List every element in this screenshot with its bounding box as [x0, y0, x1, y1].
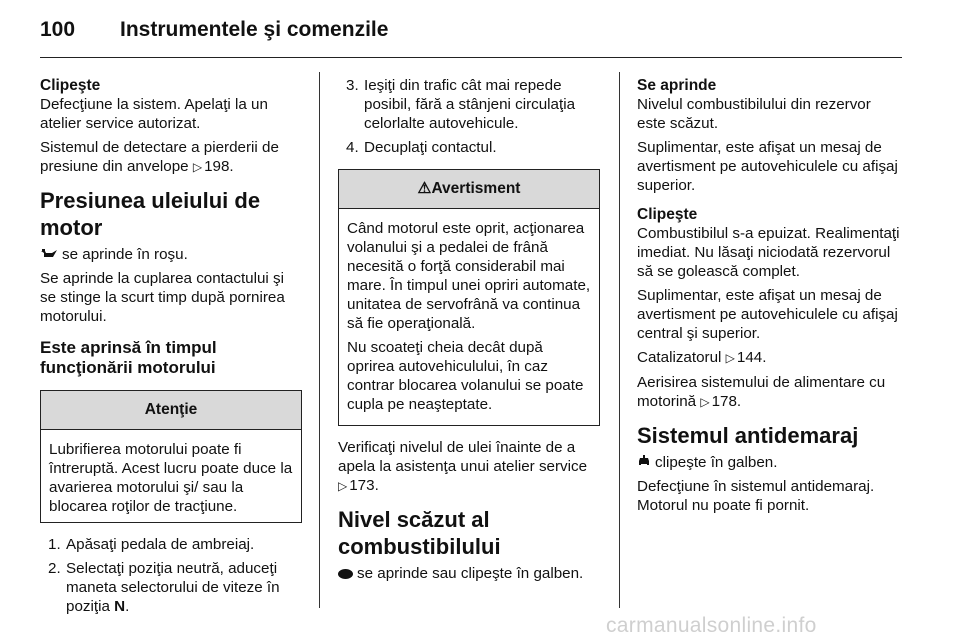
warning-triangle-icon: ⚠	[417, 180, 432, 197]
page-ref-arrow-icon: ▷	[192, 160, 203, 174]
steps-list-2	[338, 76, 600, 157]
fuel-line: se aprinde sau clipeşte în galben.	[338, 564, 600, 583]
column-1	[40, 76, 302, 621]
list-item: 3. Ieşiţi din trafic cât mai repede posibil, fără a stânjeni circulaţia celorlalte autovehicule.	[346, 77, 576, 132]
running-heading: Este aprinsă în timpul funcţionării motorului	[40, 338, 217, 377]
caution-box	[40, 390, 302, 523]
page-ref-arrow-icon: ▷	[725, 351, 735, 365]
warning-paragraph-1: Când motorul este oprit, acţionarea volanului şi a pedalei de frână necesită o forţă considerabil mai mare. În timpul unei opriri automate, unitatea de servofrână va continua să fie operaţională.	[347, 220, 591, 332]
page-ref-arrow-icon: ▷	[700, 395, 710, 409]
blink-paragraph-3: Combustibilul s-a epuizat. Realimentaţi imediat. Nu lăsaţi niciodată rezervorul să se golească complet.	[637, 225, 900, 280]
blink-paragraph-2: Sistemul de detectare a pierderii de presiune din anvelope ▷ 198.	[40, 139, 279, 175]
fuel-bleed-paragraph: Aerisirea sistemului de alimentare cu motorină ▷ 178.	[637, 374, 886, 410]
lit-paragraph-1: Nivelul combustibilului din rezervor este scăzut.	[637, 96, 871, 132]
page-number: 100	[40, 18, 76, 41]
column-2	[338, 76, 600, 588]
oil-paragraph-1: Se aprinde la cuplarea contactului şi se stinge la scurt timp după pornirea motorului.	[40, 270, 285, 325]
blink-heading: Clipeşte	[40, 77, 101, 94]
page-ref-link[interactable]: 173.	[349, 477, 379, 494]
fuel-warning-icon	[338, 569, 353, 579]
caution-title: Atenţie	[41, 391, 301, 430]
page-ref-link[interactable]: 144.	[736, 349, 767, 366]
blink-paragraph-1: Defecţiune la sistem. Apelaţi la un atelier service autorizat.	[40, 96, 268, 132]
page-ref-arrow-icon: ▷	[338, 479, 348, 493]
list-item: 2. Selectaţi poziţia neutră, aduceţi maneta selectorului de viteze în poziţia N.	[48, 560, 280, 615]
oil-pressure-heading: Presiunea uleiului de motor	[40, 188, 261, 240]
oil-red-line: se aprinde în roşu.	[40, 245, 302, 264]
immobiliser-paragraph: Defecţiune în sistemul antidemaraj. Motorul nu poate fi pornit.	[637, 478, 875, 514]
check-oil-paragraph: Verificaţi nivelul de ulei înainte de a apela la asistenţa unui atelier service ▷ 173.	[338, 439, 588, 494]
column-divider-2	[619, 72, 620, 608]
page-ref-link[interactable]: 198.	[204, 158, 234, 175]
lit-paragraph-2: Suplimentar, este afişat un mesaj de avertisment pe autovehiculele cu afişaj superior.	[637, 139, 898, 194]
header-rule	[40, 57, 902, 58]
catalyst-paragraph: Catalizatorul ▷ 144.	[637, 349, 767, 366]
immobiliser-line: clipeşte în galben.	[637, 453, 903, 472]
car-key-icon	[637, 453, 651, 472]
caution-text: Lubrifierea motorului poate fi întreruptă. Acest lucru poate duce la avarierea motorului şi/ sau la blocarea roţilor de tracţiune.	[49, 441, 293, 515]
steps-list-1	[40, 535, 302, 616]
page-ref-link[interactable]: 178.	[711, 393, 742, 410]
warning-paragraph-2: Nu scoateţi cheia decât după oprirea autovehiculului, în caz contrar blocarea volanului se poate cupla pe neaşteptate.	[347, 339, 584, 413]
oil-can-icon	[40, 245, 58, 264]
warning-box	[338, 169, 600, 426]
blink-paragraph-4: Suplimentar, este afişat un mesaj de avertisment pe autovehiculele cu afişaj central şi superior.	[637, 287, 898, 342]
watermark: carmanualsonline.info	[606, 614, 817, 637]
blink-heading-2: Clipeşte	[637, 206, 698, 223]
column-3	[637, 76, 903, 520]
lit-heading: Se aprinde	[637, 77, 717, 94]
immobiliser-heading: Sistemul antidemaraj	[637, 423, 859, 448]
list-item: 1. Apăsaţi pedala de ambreiaj.	[48, 536, 255, 553]
low-fuel-heading: Nivel scăzut al combustibilului	[338, 507, 501, 559]
warning-body	[339, 209, 599, 425]
page-header	[40, 18, 920, 44]
warning-title: ⚠Avertisment	[339, 170, 599, 209]
list-item: 4. Decuplaţi contactul.	[346, 139, 497, 156]
column-divider-1	[319, 72, 320, 608]
page-title: Instrumentele şi comenzile	[120, 18, 389, 41]
